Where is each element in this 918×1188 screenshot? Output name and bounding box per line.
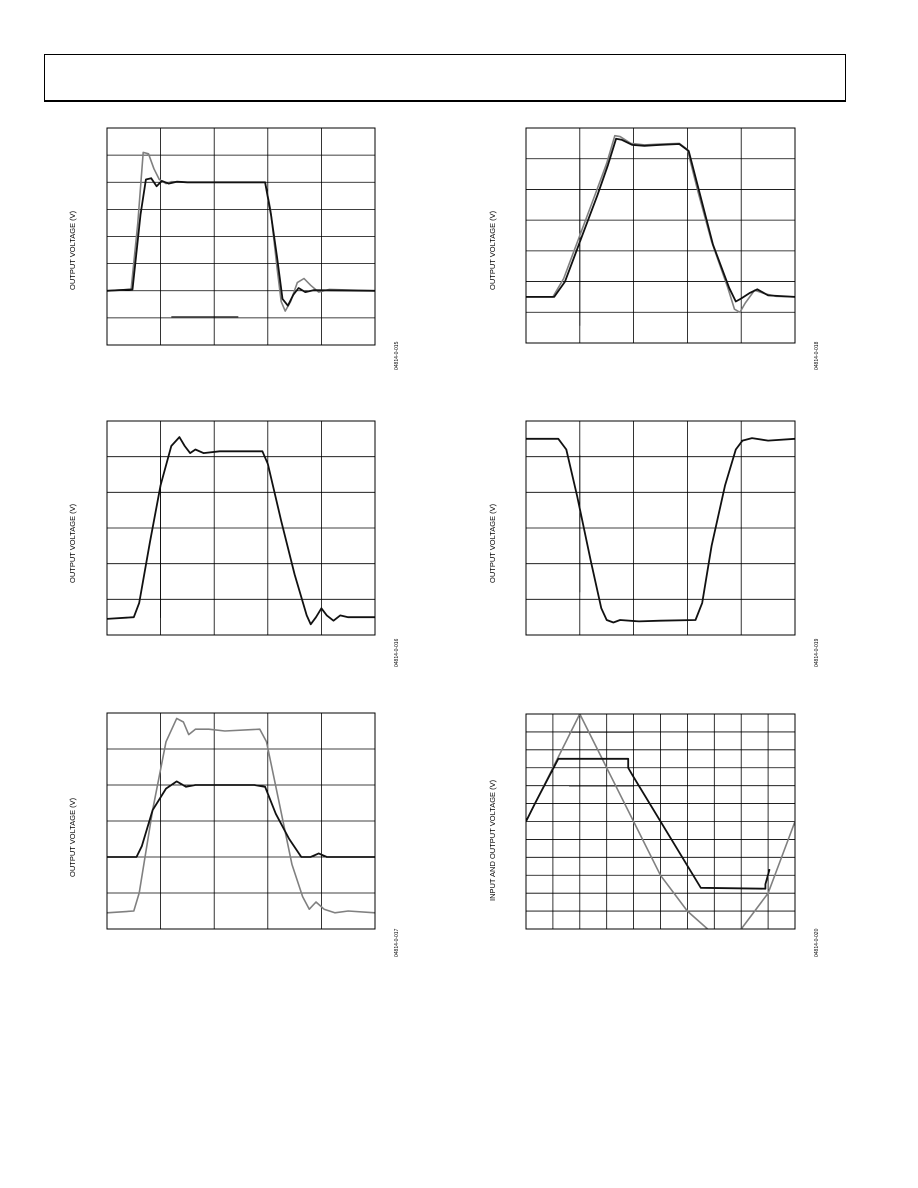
series-line-2 — [107, 178, 375, 306]
chart-panel-fig16 — [60, 413, 410, 673]
chart-plot-fig16 — [60, 413, 410, 673]
y-axis-label: INPUT AND OUTPUT VOLTAGE (V) — [488, 779, 497, 901]
figure-id: 04814-0-019 — [814, 638, 820, 667]
chart-plot-fig19 — [480, 413, 830, 673]
series-group — [107, 718, 375, 912]
y-axis-label: OUTPUT VOLTAGE (V) — [68, 797, 77, 877]
chart-panel-fig20 — [480, 705, 830, 965]
series-group — [526, 136, 795, 313]
page-header-box — [44, 54, 846, 102]
chart-panel-fig17 — [60, 705, 410, 965]
series-line-2 — [526, 759, 769, 889]
plot-frame — [526, 128, 795, 343]
y-axis-label: OUTPUT VOLTAGE (V) — [488, 210, 497, 290]
figure-id: 04814-0-015 — [394, 341, 400, 370]
series-line-1 — [107, 437, 375, 624]
chart-panel-fig18 — [480, 120, 830, 380]
series-group — [107, 437, 375, 624]
series-line-1 — [107, 152, 375, 311]
series-line-1 — [526, 438, 795, 622]
figure-id: 04814-0-017 — [394, 928, 400, 957]
figure-id: 04814-0-020 — [814, 928, 820, 957]
chart-plot-fig20 — [480, 705, 830, 965]
figure-id: 04814-0-018 — [814, 341, 820, 370]
y-axis-label: OUTPUT VOLTAGE (V) — [68, 210, 77, 290]
series-group — [107, 152, 375, 311]
chart-plot-fig15 — [60, 120, 410, 380]
chart-plot-fig18 — [480, 120, 830, 380]
y-axis-label: OUTPUT VOLTAGE (V) — [68, 503, 77, 583]
series-line-1 — [526, 136, 795, 313]
series-line-1 — [107, 718, 375, 912]
y-axis-label: OUTPUT VOLTAGE (V) — [488, 503, 497, 583]
chart-panel-fig19 — [480, 413, 830, 673]
chart-panel-fig15 — [60, 120, 410, 380]
figure-id: 04814-0-016 — [394, 638, 400, 667]
chart-plot-fig17 — [60, 705, 410, 965]
series-group — [526, 438, 795, 622]
